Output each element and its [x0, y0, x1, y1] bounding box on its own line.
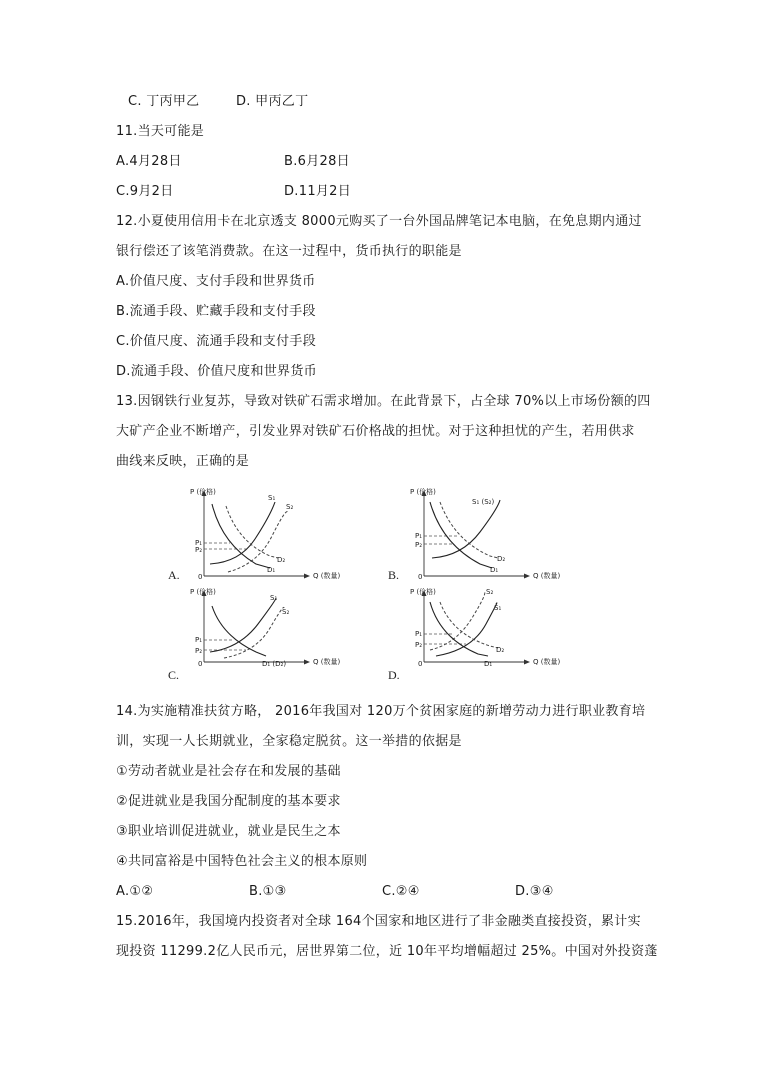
chart-d-x-label: Q (数量) [533, 658, 561, 666]
chart-d-p1-label: P₁ [415, 630, 423, 638]
chart-a-p1-label: P₁ [195, 539, 203, 547]
chart-a-d1-label: D₁ [267, 566, 276, 574]
q12-option-b: B.流通手段、贮藏手段和支付手段 [116, 304, 316, 319]
q12-option-d: D.流通手段、价值尺度和世界货币 [116, 364, 317, 379]
chart-d-s1-label: S₁ [494, 604, 502, 612]
chart-d-s2-label: S₂ [486, 588, 494, 596]
chart-b-d2-curve [440, 502, 498, 558]
q11-stem: 11.当天可能是 [116, 124, 205, 139]
chart-d-d1-curve [430, 602, 488, 656]
chart-b-d1-label: D₁ [490, 566, 499, 574]
chart-c-p1-label: P₁ [195, 636, 203, 644]
chart-a-x-label: Q (数量) [313, 572, 341, 580]
chart-b-origin: 0 [418, 573, 423, 581]
q14-option-d: D.③④ [515, 884, 554, 899]
chart-d-d2-curve [440, 602, 498, 648]
chart-b-p1-label: P₁ [415, 532, 423, 540]
chart-b-s1-label: S₁ (S₂) [472, 498, 495, 506]
chart-d-letter: D. [388, 668, 400, 682]
q12-stem-line1: 12.小夏使用信用卡在北京透支 8000元购买了一台外国品牌笔记本电脑，在免息期内通过 [116, 214, 642, 229]
q10-option-c: C. 丁丙甲乙 [128, 94, 200, 109]
q12-stem-line2: 银行偿还了该笔消费款。在这一过程中，货币执行的职能是 [116, 244, 462, 259]
chart-b-letter: B. [388, 568, 400, 582]
chart-a-d2-label: D₂ [277, 556, 286, 564]
chart-a-s1-label: S₁ [268, 494, 276, 502]
q11-option-a: A.4月28日 [116, 154, 182, 169]
q14-option-b: B.①③ [249, 884, 287, 899]
q10-option-d: D. 甲丙乙丁 [236, 94, 309, 109]
q14-option-a: A.①② [116, 884, 154, 899]
chart-a-origin: 0 [198, 573, 203, 581]
chart-d-p2-label: P₂ [415, 641, 423, 649]
q15-stem-line2: 现投资 11299.2亿人民币元，居世界第二位，近 10年平均增幅超过 25%。中国对外投资蓬 [116, 944, 658, 959]
chart-c-x-arrow [304, 660, 310, 665]
chart-c-p2-label: P₂ [195, 647, 203, 655]
q13-stem-line2: 大矿产企业不断增产，引发业界对铁矿石价格战的担忧。对于这种担忧的产生，若用供求 [116, 424, 635, 439]
chart-c-x-label: Q (数量) [313, 658, 341, 666]
chart-b-y-label: P (价格) [410, 488, 436, 496]
q14-item-2: ②促进就业是我国分配制度的基本要求 [116, 794, 341, 809]
q11-option-d: D.11月2日 [284, 184, 352, 199]
q11-option-c: C.9月2日 [116, 184, 174, 199]
chart-c-d1-curve [212, 606, 266, 656]
q14-item-3: ③职业培训促进就业，就业是民生之本 [116, 824, 341, 839]
q13-stem-line3: 曲线来反映，正确的是 [116, 454, 250, 469]
q11-option-b: B.6月28日 [284, 154, 350, 169]
chart-c-y-label: P (价格) [190, 588, 216, 596]
chart-a-y-label: P (价格) [190, 488, 216, 496]
supply-demand-chart-b [380, 484, 565, 586]
chart-b-d1-curve [430, 502, 492, 568]
q14-item-1: ①劳动者就业是社会存在和发展的基础 [116, 764, 341, 779]
chart-d-y-label: P (价格) [410, 588, 436, 596]
chart-a-d1-curve [212, 504, 270, 568]
chart-d-d2-label: D₂ [496, 646, 505, 654]
chart-a-s2-label: S₂ [286, 503, 294, 511]
chart-b-x-arrow [524, 574, 530, 579]
chart-b-p2-label: P₂ [415, 541, 423, 549]
q14-stem-line2: 训，实现一人长期就业，全家稳定脱贫。这一举措的依据是 [116, 734, 462, 749]
q13-stem-line1: 13.因钢铁行业复苏，导致对铁矿石需求增加。在此背景下，占全球 70%以上市场份额的四 [116, 394, 651, 409]
q12-option-c: C.价值尺度、流通手段和支付手段 [116, 334, 317, 349]
chart-c-letter: C. [168, 668, 180, 682]
chart-a-x-arrow [304, 574, 310, 579]
q14-stem-line1: 14.为实施精准扶贫方略， 2016年我国对 120万个贫困家庭的新增劳动力进行职业教育培 [116, 704, 646, 719]
supply-demand-chart-a [160, 484, 345, 586]
chart-c-s1-curve [210, 598, 276, 652]
chart-c-s2-curve [224, 607, 284, 658]
chart-c-origin: 0 [198, 660, 203, 668]
q12-option-a: A.价值尺度、支付手段和世界货币 [116, 274, 316, 289]
chart-d-x-arrow [524, 660, 530, 665]
chart-c-s1-label: S₁ [270, 594, 278, 602]
chart-d-d1-label: D₁ [484, 660, 493, 668]
supply-demand-chart-d [380, 584, 565, 686]
chart-a-p2-label: P₂ [195, 546, 203, 554]
supply-demand-chart-c [160, 584, 345, 686]
chart-b-x-label: Q (数量) [533, 572, 561, 580]
chart-b-d2-label: D₂ [497, 555, 506, 563]
chart-c-s2-label: S₂ [282, 608, 290, 616]
q14-item-4: ④共同富裕是中国特色社会主义的根本原则 [116, 854, 368, 869]
chart-d-origin: 0 [418, 660, 423, 668]
q15-stem-line1: 15.2016年，我国境内投资者对全球 164个国家和地区进行了非金融类直接投资，累计实 [116, 914, 641, 929]
q14-option-c: C.②④ [382, 884, 420, 899]
chart-c-d1-label: D₁ (D₂) [262, 660, 287, 668]
chart-a-letter: A. [168, 568, 180, 582]
